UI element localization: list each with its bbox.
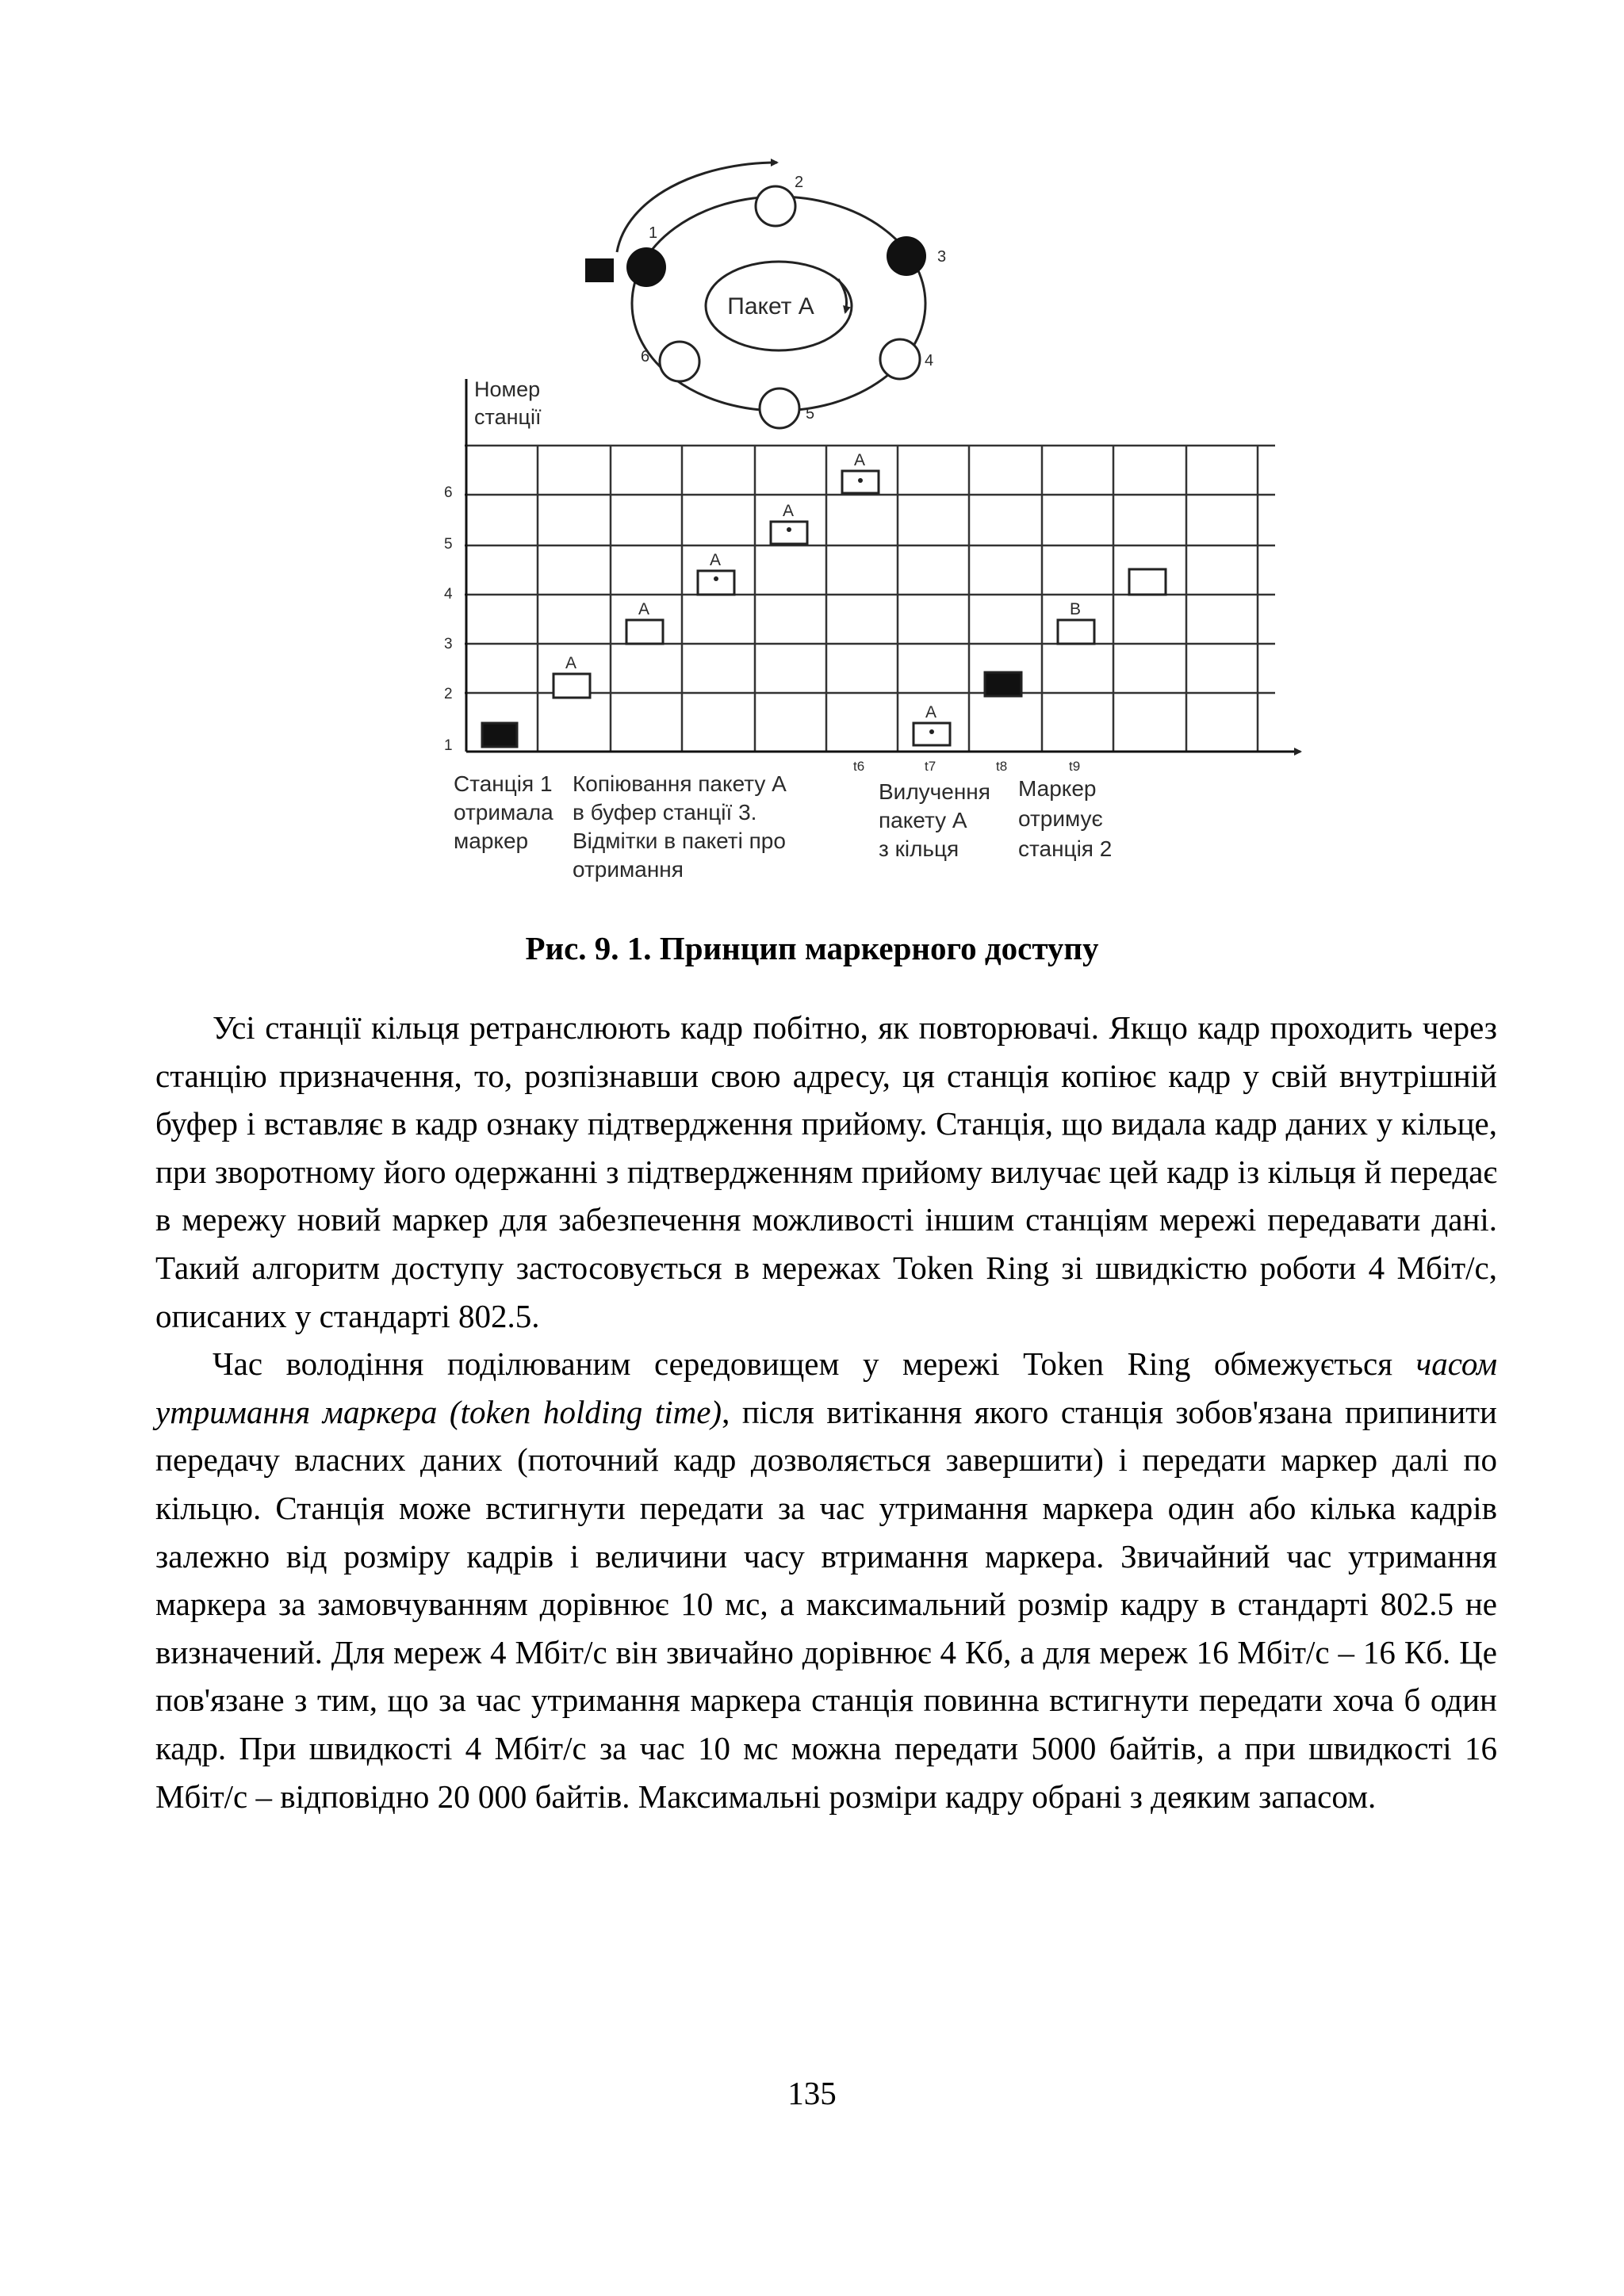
frame-box: [626, 620, 663, 644]
svg-text:в буфер станції 3.: в буфер станції 3.: [573, 800, 757, 825]
frame-label: A: [783, 502, 795, 520]
svg-text:Станція 1: Станція 1: [454, 771, 553, 796]
y-tick: 2: [444, 686, 453, 702]
time-label: t6: [853, 759, 865, 774]
y-axis-label: станції: [474, 405, 542, 429]
token-ring-figure: [0, 0, 1624, 904]
grid-vertical: [538, 446, 1258, 752]
frames: [482, 471, 1166, 747]
station-1-node: [626, 247, 666, 287]
station-number: 5: [806, 405, 815, 423]
ring-center-label: Пакет А: [727, 293, 814, 320]
ack-marks: [714, 478, 937, 734]
svg-text:станція 2: станція 2: [1018, 836, 1113, 861]
frame-box: [1058, 620, 1094, 644]
figure-caption: Рис. 9. 1. Принцип маркерного доступу: [525, 930, 1099, 966]
y-tick: 4: [444, 586, 453, 603]
ring-diagram: [585, 163, 946, 428]
frame-box: [698, 571, 734, 595]
station-5-node: [760, 388, 799, 428]
inner-rotation-arrow: [838, 279, 847, 312]
frame-box: [771, 522, 807, 544]
frame-label: A: [710, 551, 722, 569]
y-axis-label: Номер: [474, 377, 541, 401]
svg-text:отримання: отримання: [573, 857, 684, 882]
annotation-marker: [1018, 776, 1112, 861]
y-tick: 1: [444, 737, 453, 754]
timing-diagram: [444, 377, 1300, 882]
annotation-removal: [879, 779, 990, 861]
y-tick: 6: [444, 484, 453, 501]
body-text: [155, 1004, 1497, 1820]
time-labels: [853, 759, 1080, 774]
time-label: t9: [1069, 759, 1081, 774]
station-6-node: [660, 342, 699, 381]
station-2-node: [756, 186, 795, 226]
annotation-station1: [454, 771, 553, 853]
frame-box: [553, 674, 590, 698]
station-4-node: [880, 339, 920, 379]
token-marker-block: [585, 258, 614, 282]
y-tick-labels: [444, 484, 453, 754]
svg-text:Вилучення: Вилучення: [879, 779, 990, 804]
svg-text:отримує: отримує: [1018, 806, 1103, 831]
svg-text:пакету А: пакету А: [879, 808, 967, 832]
y-tick: 3: [444, 636, 453, 652]
station-number: 1: [649, 224, 658, 242]
frame-label: A: [565, 654, 577, 672]
paragraph-1: Усі станції кільця ретранслюють кадр побітно, як повторювачі. Якщо кадр проходить через станцію призначення, то, розпізнавши свою адресу, ця станція копіює кадр у свій внутрішній буфер і вставляє в кадр ознаку підтвердження прийому. Станція, що видала кадр даних у кільце, при зворотному його одержанні з підтвердженням прийому вилучає цей кадр із кільця й передає в мережу новий маркер для забезпечення можливості іншим станціям мережі передавати дані. Такий алгоритм доступу застосовується в мережах Token Ring зі швидкістю роботи 4 Мбіт/с, описаних у стандарті 802.5.: [155, 1009, 1497, 1334]
station-3-node: [887, 236, 926, 276]
station-number: 6: [641, 348, 650, 365]
station-number: 4: [925, 352, 934, 369]
frame-box: [1129, 569, 1166, 595]
italic-term: часом утримання маркера (token holding time): [155, 1345, 1497, 1430]
token-frame: [482, 723, 517, 747]
svg-text:з кільця: з кільця: [879, 836, 959, 861]
svg-text:отримала: отримала: [454, 800, 553, 825]
svg-text:Маркер: Маркер: [1018, 776, 1097, 801]
y-tick: 5: [444, 536, 453, 553]
time-label: t7: [925, 759, 936, 774]
time-label: t8: [996, 759, 1008, 774]
svg-text:Копіювання пакету А: Копіювання пакету А: [573, 771, 787, 796]
svg-text:маркер: маркер: [454, 828, 529, 853]
annotation-copy: [573, 771, 787, 882]
frame-label: A: [854, 451, 866, 469]
station-number: 3: [937, 248, 947, 266]
svg-text:Відмітки в пакеті про: Відмітки в пакеті про: [573, 828, 786, 853]
frame-label: B: [1070, 600, 1082, 618]
paragraph-2: Час володіння поділюваним середовищем у мережі Token Ring обмежується часом утримання маркера (token holding time), після витікання якого станція зобов'язана припинити передачу власних даних (поточний кадр дозволяється завершити) і передати маркер далі по кільцю. Станція може встигнути передати за час утримання маркера один або кілька кадрів залежно від розміру кадрів і величини часу втримання маркера. Звичайний час утримання маркера за замовчуванням дорівнює 10 мс, а максимальний розмір кадру в стандарті 802.5 не визначений. Для мереж 4 Мбіт/с він звичайно дорівнює 4 Кб, а для мереж 16 Мбіт/с – 16 Кб. Це пов'язане з тим, що за час утримання маркера станція повинна встигнути передати хоча б один кадр. При швидкості 4 Мбіт/с за час 10 мс можна передати 5000 байтів, а при швидкості 16 Мбіт/с – відповідно 20 000 байтів. Максимальні розміри кадру обрані з деяким запасом.: [155, 1345, 1497, 1815]
frame-label: A: [925, 703, 937, 721]
page-number: 135: [787, 2075, 837, 2111]
token-path-arrow: [617, 163, 777, 252]
station-number: 2: [795, 174, 804, 191]
frame-label: A: [638, 600, 650, 618]
token-frame: [985, 672, 1021, 696]
